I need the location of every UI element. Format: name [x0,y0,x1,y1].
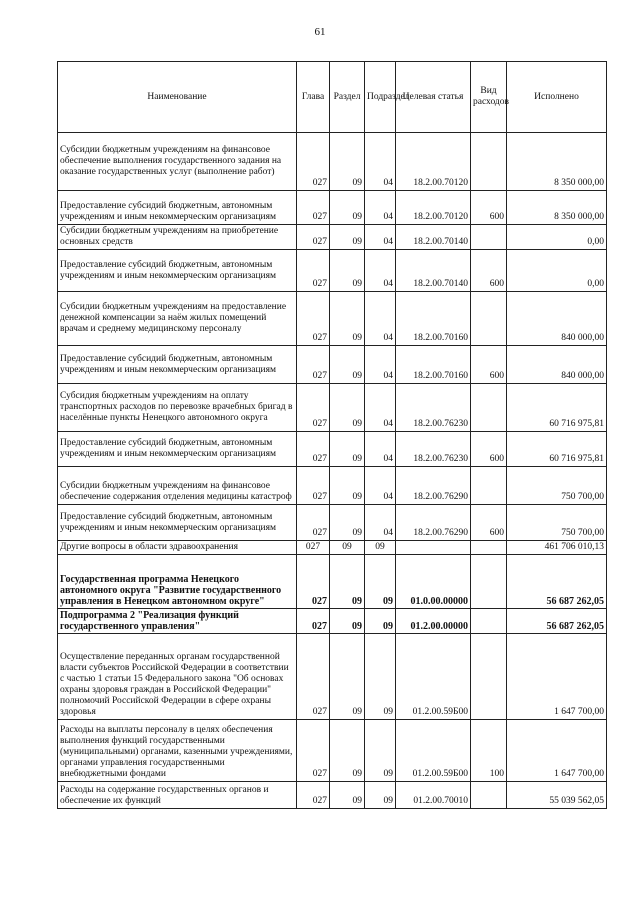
cell-name: Подпрограмма 2 "Реализация функций государственного управления" [58,609,297,634]
cell-chapter: 027 [297,634,330,720]
cell-target: 01.2.00.70010 [396,782,471,809]
cell-section: 09 [330,467,365,505]
cell-name: Предоставление субсидий бюджетным, автономным учреждениям и иным некоммерческим организациям [58,505,297,541]
cell-chapter: 027 [297,384,330,432]
cell-executed: 840 000,00 [507,346,607,384]
cell-chapter: 027 [297,609,330,634]
cell-target: 01.2.00.00000 [396,609,471,634]
cell-subsection: 04 [365,191,396,225]
cell-chapter: 027 [297,292,330,346]
cell-executed: 8 350 000,00 [507,133,607,191]
cell-executed: 56 687 262,05 [507,609,607,634]
cell-chapter: 027 [297,250,330,292]
table-row [58,555,607,609]
cell-subsection: 09 [365,609,396,634]
cell-section: 09 [330,384,365,432]
cell-executed: 840 000,00 [507,292,607,346]
cell-executed: 461 706 010,13 [507,541,607,555]
cell-target: 18.2.00.76290 [396,467,471,505]
column-header-subsection: Подраздел [365,62,396,133]
cell-section: 09 [330,292,365,346]
cell-executed: 60 716 975,81 [507,384,607,432]
cell-chapter: 027 [297,432,330,467]
table-row [58,250,607,292]
cell-target: 01.2.00.59Б00 [396,634,471,720]
cell-subsection: 04 [365,225,396,250]
cell-subsection: 09 [365,541,396,555]
cell-executed: 1 647 700,00 [507,720,607,782]
table-row [58,782,607,809]
cell-chapter: 027 [297,346,330,384]
cell-subsection: 09 [365,555,396,609]
table-row [58,346,607,384]
cell-name: Расходы на выплаты персоналу в целях обеспечения выполнения функций государственными (муниципальными) органами, казенными учреждениями, органами управления государственными внебюджетными фондами [58,720,297,782]
cell-target: 18.2.00.76290 [396,505,471,541]
column-header-section: Раздел [330,62,365,133]
cell-subsection: 04 [365,467,396,505]
cell-section: 09 [330,225,365,250]
cell-executed: 0,00 [507,250,607,292]
cell-section: 09 [330,250,365,292]
cell-chapter: 027 [297,720,330,782]
cell-subsection: 04 [365,432,396,467]
table-row [58,467,607,505]
cell-expense-type: 600 [471,191,507,225]
table-row [58,541,607,555]
cell-executed: 56 687 262,05 [507,555,607,609]
cell-subsection: 04 [365,505,396,541]
table-row [58,133,607,191]
cell-subsection: 09 [365,720,396,782]
cell-section: 09 [330,191,365,225]
cell-section: 09 [330,720,365,782]
cell-chapter: 027 [297,133,330,191]
cell-executed: 750 700,00 [507,467,607,505]
cell-chapter: 027 [297,225,330,250]
cell-expense-type [471,384,507,432]
cell-chapter: 027 [297,505,330,541]
cell-chapter: 027 [297,555,330,609]
cell-target: 18.2.00.76230 [396,432,471,467]
cell-subsection: 04 [365,292,396,346]
table-row [58,720,607,782]
column-header-chapter: Глава [297,62,330,133]
cell-section: 09 [330,346,365,384]
table-row [58,384,607,432]
cell-expense-type [471,555,507,609]
cell-section: 09 [330,782,365,809]
cell-target: 18.2.00.70140 [396,225,471,250]
cell-target: 01.0.00.00000 [396,555,471,609]
cell-section: 09 [330,634,365,720]
cell-expense-type: 100 [471,720,507,782]
cell-section: 09 [330,609,365,634]
cell-name: Субсидия бюджетным учреждениям на оплату транспортных расходов по перевозке врачебных бригад в населённые пункты Ненецкого автономного округа [58,384,297,432]
cell-target: 18.2.00.70160 [396,292,471,346]
cell-expense-type [471,634,507,720]
cell-executed: 0,00 [507,225,607,250]
cell-section: 09 [330,133,365,191]
cell-expense-type: 600 [471,250,507,292]
table-row [58,634,607,720]
cell-subsection: 04 [365,384,396,432]
cell-chapter: 027 [297,541,330,555]
cell-section: 09 [330,505,365,541]
cell-name: Предоставление субсидий бюджетным, автономным учреждениям и иным некоммерческим организациям [58,191,297,225]
cell-executed: 750 700,00 [507,505,607,541]
budget-table [57,61,607,809]
cell-target: 01.2.00.59Б00 [396,720,471,782]
cell-target: 18.2.00.70120 [396,191,471,225]
cell-expense-type [471,541,507,555]
cell-expense-type: 600 [471,346,507,384]
cell-target: 18.2.00.70120 [396,133,471,191]
cell-executed: 1 647 700,00 [507,634,607,720]
cell-section: 09 [330,432,365,467]
column-header-expense-type: Вид расходов [471,62,507,133]
cell-subsection: 04 [365,250,396,292]
cell-name: Предоставление субсидий бюджетным, автономным учреждениям и иным некоммерческим организациям [58,250,297,292]
cell-expense-type [471,133,507,191]
cell-subsection: 09 [365,782,396,809]
cell-name: Осуществление переданных органам государственной власти субъектов Российской Федерации в соответствии с частью 1 статьи 15 Федерального закона "Об основах охраны здоровья граждан в Российской Федерации" полномочий Российской Федерации в сфере охраны здоровья [58,634,297,720]
cell-subsection: 04 [365,133,396,191]
cell-expense-type [471,292,507,346]
cell-name: Субсидии бюджетным учреждениям на предоставление денежной компенсации за наём жилых помещений врачам и среднему медицинскому персоналу [58,292,297,346]
column-header-name: Наименование [58,62,297,133]
cell-section: 09 [330,555,365,609]
cell-target: 18.2.00.70140 [396,250,471,292]
cell-executed: 60 716 975,81 [507,432,607,467]
cell-chapter: 027 [297,467,330,505]
table-row [58,609,607,634]
cell-subsection: 04 [365,346,396,384]
table-row [58,432,607,467]
cell-name: Предоставление субсидий бюджетным, автономным учреждениям и иным некоммерческим организациям [58,346,297,384]
cell-section: 09 [330,541,365,555]
cell-expense-type [471,467,507,505]
page-number: 61 [314,26,326,38]
cell-chapter: 027 [297,782,330,809]
table-header-row [58,62,607,133]
cell-target: 18.2.00.70160 [396,346,471,384]
cell-target [396,541,471,555]
cell-target: 18.2.00.76230 [396,384,471,432]
table-row [58,191,607,225]
table-row [58,225,607,250]
column-header-target: Целевая статья [396,62,471,133]
column-header-executed: Исполнено [507,62,607,133]
cell-name: Субсидии бюджетным учреждениям на финансовое обеспечение содержания отделения медицины катастроф [58,467,297,505]
cell-expense-type [471,609,507,634]
cell-chapter: 027 [297,191,330,225]
cell-executed: 8 350 000,00 [507,191,607,225]
cell-name: Субсидии бюджетным учреждениям на приобретение основных средств [58,225,297,250]
cell-name: Другие вопросы в области здравоохранения [58,541,297,555]
table-row [58,505,607,541]
cell-name: Государственная программа Ненецкого автономного округа "Развитие государственного управления в Ненецком автономном округе" [58,555,297,609]
cell-expense-type [471,782,507,809]
cell-name: Субсидии бюджетным учреждениям на финансовое обеспечение выполнения государственного задания на оказание государственных услуг (выполнение работ) [58,133,297,191]
cell-name: Расходы на содержание государственных органов и обеспечение их функций [58,782,297,809]
cell-expense-type: 600 [471,432,507,467]
cell-expense-type: 600 [471,505,507,541]
cell-subsection: 09 [365,634,396,720]
cell-name: Предоставление субсидий бюджетным, автономным учреждениям и иным некоммерческим организациям [58,432,297,467]
cell-expense-type [471,225,507,250]
cell-executed: 55 039 562,05 [507,782,607,809]
table-row [58,292,607,346]
